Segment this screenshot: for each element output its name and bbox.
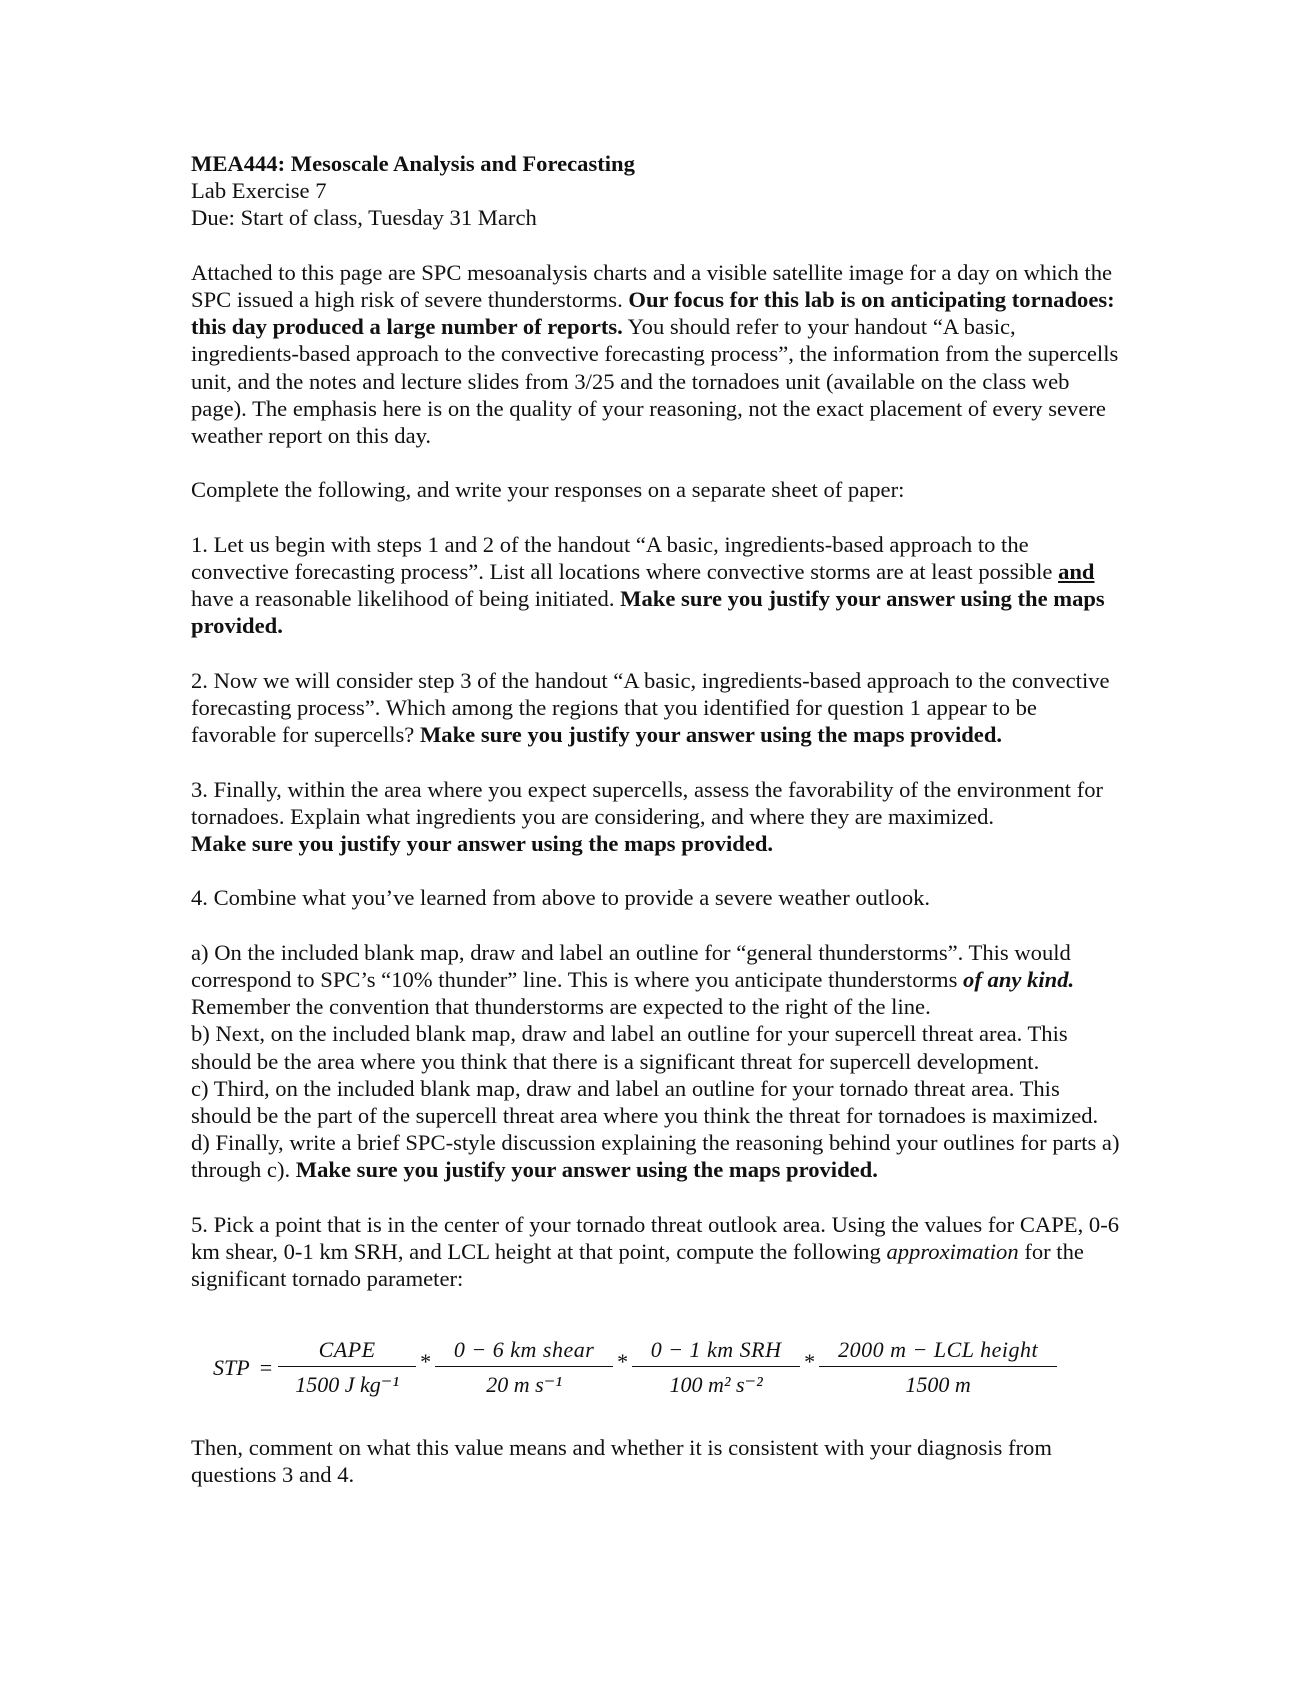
cape-denominator: 1500 J kg⁻¹ xyxy=(295,1371,399,1397)
question-2 xyxy=(191,667,1121,749)
question-4-intro: 4. Combine what you’ve learned from above to provide a severe weather outlook. xyxy=(191,885,931,911)
q4b-text: b) Next, on the included blank map, draw and label an outline for your supercell threat area. This should be the area where you think that there is a significant threat for supercell development. xyxy=(191,1021,1068,1074)
lcl-denominator: 1500 m xyxy=(905,1371,971,1397)
q3-justify: Make sure you justify your answer using the maps provided. xyxy=(191,831,774,856)
question-4-parts xyxy=(191,939,1121,1184)
intro-paragraph xyxy=(191,259,1121,449)
q4d-text: d) Finally, write a brief SPC-style discussion explaining the reasoning behind your outlines for parts a) through c). xyxy=(191,1130,1120,1183)
lcl-numerator: 2000 m − LCL height xyxy=(819,1336,1057,1366)
q2-text: 2. Now we will consider step 3 of the handout “A basic, ingredients-based approach to the convective forecasting process”. Which among the regions that you identified for question 1 appear to be favorable for supercells? xyxy=(191,667,1110,748)
document-page xyxy=(191,150,1121,1515)
course-title: MEA444: Mesoscale Analysis and Forecasting xyxy=(191,151,635,176)
q1-text-2: have a reasonable likelihood of being initiated. xyxy=(191,586,615,612)
cape-numerator: CAPE xyxy=(278,1336,416,1366)
q2-justify: Make sure you justify your answer using the maps provided. xyxy=(419,722,1003,748)
q1-justify: Make sure you justify your answer using the maps provided. xyxy=(191,586,1105,639)
intro-text-1: Attached to this page are SPC mesoanalysis charts and a visible satellite image for a day on which the SPC issued a high risk of severe thunderstorms. xyxy=(191,259,1113,312)
lab-number: Lab Exercise 7 xyxy=(191,178,327,204)
intro-focus: Our focus for this lab is on anticipating tornadoes: this day produced a large number of reports. xyxy=(191,287,1115,340)
document-header xyxy=(191,150,1121,232)
closing-paragraph: Then, comment on what this value means and whether it is consistent with your diagnosis from questions 3 and 4. xyxy=(191,1434,1052,1488)
srh-denominator: 100 m² s⁻² xyxy=(669,1371,763,1397)
stp-formula xyxy=(213,1336,1121,1397)
instructions: Complete the following, and write your responses on a separate sheet of paper: xyxy=(191,477,905,503)
intro-text-2: You should refer to your handout “A basic, ingredients-based approach to the convective forecasting process”, the information from the supercells unit, and the notes and lecture slides from 3/25 and the tornadoes unit (available on the class web page). The emphasis here is on the quality of your reasoning, not the exact placement of every severe weather report on this day. xyxy=(191,314,1119,449)
question-1 xyxy=(191,531,1121,640)
srh-numerator: 0 − 1 km SRH xyxy=(632,1336,800,1366)
question-5 xyxy=(191,1211,1121,1293)
shear-numerator: 0 − 6 km shear xyxy=(435,1336,613,1366)
q3-text: 3. Finally, within the area where you expect supercells, assess the favorability of the environment for tornadoes. Explain what ingredients you are considering, and where they are maximized. xyxy=(191,776,1104,829)
multiply-sign: * xyxy=(420,1348,432,1374)
due-date: Due: Start of class, Tuesday 31 March xyxy=(191,205,537,231)
q4a-text-2: Remember the convention that thunderstorms are expected to the right of the line. xyxy=(191,994,931,1020)
q1-text-1: 1. Let us begin with steps 1 and 2 of the handout “A basic, ingredients-based approach to the convective forecasting process”. List all locations where convective storms are at least possible xyxy=(191,531,1053,584)
q4c-text: c) Third, on the included blank map, draw and label an outline for your tornado threat area. This should be the part of the supercell threat area where you think the threat for tornadoes is maximized. xyxy=(191,1075,1099,1128)
shear-fraction xyxy=(435,1336,613,1397)
q4d-justify: Make sure you justify your answer using the maps provided. xyxy=(295,1157,878,1183)
multiply-sign: * xyxy=(804,1348,816,1374)
q5-text-2: for the significant tornado parameter: xyxy=(191,1239,1084,1292)
formula-equals: = xyxy=(259,1354,273,1380)
q4a-emphasis: of any kind. xyxy=(963,966,1075,992)
q5-text-1: 5. Pick a point that is in the center of your tornado threat outlook area. Using the values for CAPE, 0-6 km shear, 0-1 km SRH, and LCL height at that point, compute the following xyxy=(191,1211,1120,1264)
question-3 xyxy=(191,776,1121,858)
q5-italic: approximation xyxy=(886,1239,1019,1264)
multiply-sign: * xyxy=(617,1348,629,1374)
q1-underline: and xyxy=(1058,559,1095,584)
shear-denominator: 20 m s⁻¹ xyxy=(486,1371,562,1397)
cape-fraction xyxy=(278,1336,416,1397)
srh-fraction xyxy=(632,1336,800,1397)
q4a-text: a) On the included blank map, draw and label an outline for “general thunderstorms”. This would correspond to SPC’s “10% thunder” line. This is where you anticipate thunderstorms xyxy=(191,939,1071,992)
lcl-fraction xyxy=(819,1336,1057,1397)
formula-lhs: STP xyxy=(213,1354,250,1380)
